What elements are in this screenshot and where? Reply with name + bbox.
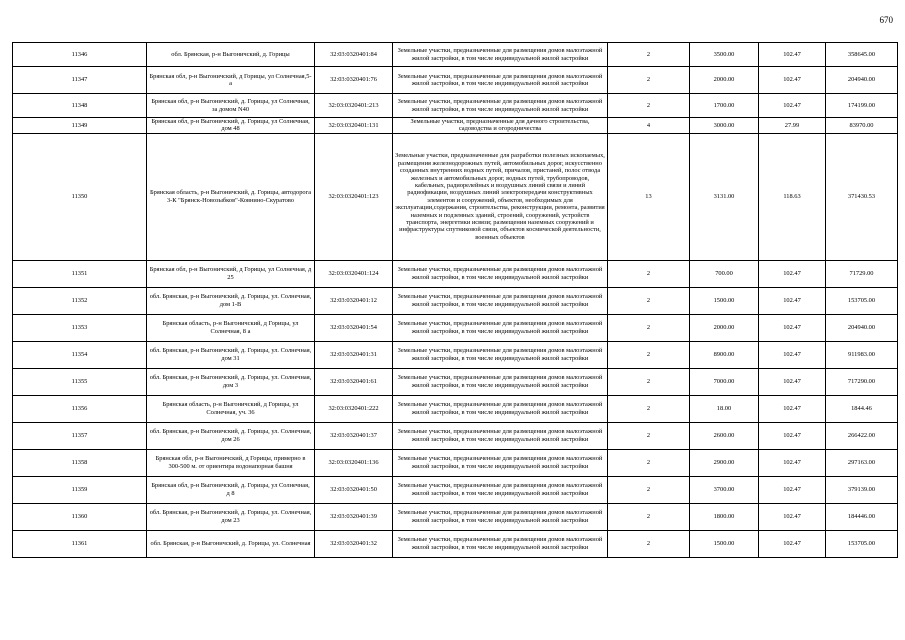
page-number: 670	[879, 15, 893, 25]
use-group-cell: 2	[608, 43, 690, 67]
specific-value-cell: 102.47	[759, 476, 826, 503]
cadastral-number-cell: 32:03:0320401:76	[315, 67, 393, 94]
address-cell: Брянская обл, р-н Выгоничский, д. Горицы, ул Солнечная, дом 48	[147, 118, 315, 134]
use-group-cell: 2	[608, 260, 690, 287]
address-cell: обл. Брянская, р-н Выгоничский, д. Горицы, ул. Солнечная	[147, 530, 315, 557]
use-group-cell: 2	[608, 368, 690, 395]
cadastral-value-cell: 204940.00	[826, 314, 898, 341]
table-row	[13, 287, 898, 314]
table-row	[13, 43, 898, 67]
specific-value-cell: 102.47	[759, 314, 826, 341]
row-number-cell: 11356	[13, 395, 147, 422]
cadastral-number-cell: 32:03:0320401:124	[315, 260, 393, 287]
table-row	[13, 422, 898, 449]
area-cell: 3000.00	[690, 118, 759, 134]
cadastral-value-cell: 379139.00	[826, 476, 898, 503]
cadastral-number-cell: 32:03:0320401:54	[315, 314, 393, 341]
land-use-cell: Земельные участки, предназначенные для размещения домов малоэтажной жилой застройки, в том числе индивидуальной жилой застройки	[393, 503, 608, 530]
table-row	[13, 118, 898, 134]
use-group-cell: 2	[608, 341, 690, 368]
cadastral-value-cell: 184446.00	[826, 503, 898, 530]
table-row	[13, 314, 898, 341]
specific-value-cell: 102.47	[759, 530, 826, 557]
cadastral-number-cell: 32:03:0320401:39	[315, 503, 393, 530]
use-group-cell: 2	[608, 314, 690, 341]
land-use-cell: Земельные участки, предназначенные для размещения домов малоэтажной жилой застройки, в том числе индивидуальной жилой застройки	[393, 287, 608, 314]
land-use-cell: Земельные участки, предназначенные для размещения домов малоэтажной жилой застройки, в том числе индивидуальной жилой застройки	[393, 314, 608, 341]
cadastral-value-table	[12, 42, 898, 558]
area-cell: 3700.00	[690, 476, 759, 503]
specific-value-cell: 102.47	[759, 260, 826, 287]
land-use-cell: Земельные участки, предназначенные для размещения домов малоэтажной жилой застройки, в том числе индивидуальной жилой застройки	[393, 530, 608, 557]
use-group-cell: 2	[608, 67, 690, 94]
cadastral-value-cell: 71729.00	[826, 260, 898, 287]
cadastral-number-cell: 32:03:0320401:222	[315, 395, 393, 422]
area-cell: 7000.00	[690, 368, 759, 395]
address-cell: Брянская область, р-н Выгоничский, д. Горицы, автодорога 3-К "Брянск-Новозыбков"-Ковнино-Скуратово	[147, 133, 315, 260]
use-group-cell: 2	[608, 422, 690, 449]
land-use-cell: Земельные участки, предназначенные для размещения домов малоэтажной жилой застройки, в том числе индивидуальной жилой застройки	[393, 67, 608, 94]
area-cell: 8900.00	[690, 341, 759, 368]
land-use-cell: Земельные участки, предназначенные для размещения домов малоэтажной жилой застройки, в том числе индивидуальной жилой застройки	[393, 43, 608, 67]
cadastral-value-cell: 371430.53	[826, 133, 898, 260]
land-use-cell: Земельные участки, предназначенные для размещения домов малоэтажной жилой застройки, в том числе индивидуальной жилой застройки	[393, 341, 608, 368]
use-group-cell: 4	[608, 118, 690, 134]
area-cell: 1800.00	[690, 503, 759, 530]
use-group-cell: 2	[608, 503, 690, 530]
address-cell: обл. Брянская, р-н Выгоничский, д. Горицы	[147, 43, 315, 67]
land-use-cell: Земельные участки, предназначенные для размещения домов малоэтажной жилой застройки, в том числе индивидуальной жилой застройки	[393, 260, 608, 287]
address-cell: обл. Брянская, р-н Выгоничский, д. Горицы, ул. Солнечная, дом 3	[147, 368, 315, 395]
address-cell: Брянская обл, р-н Выгоничский, д Горицы, ул Солнечная, д 25	[147, 260, 315, 287]
area-cell: 1500.00	[690, 530, 759, 557]
area-cell: 2600.00	[690, 422, 759, 449]
area-cell: 2000.00	[690, 314, 759, 341]
row-number-cell: 11353	[13, 314, 147, 341]
row-number-cell: 11346	[13, 43, 147, 67]
table-row	[13, 67, 898, 94]
specific-value-cell: 102.47	[759, 395, 826, 422]
cadastral-value-cell: 204940.00	[826, 67, 898, 94]
specific-value-cell: 102.47	[759, 449, 826, 476]
specific-value-cell: 102.47	[759, 67, 826, 94]
cadastral-value-cell: 297163.00	[826, 449, 898, 476]
address-cell: Брянская область, р-н Выгоничский, д Горицы, ул Солнечная, уч. 36	[147, 395, 315, 422]
cadastral-value-cell: 266422.00	[826, 422, 898, 449]
land-use-cell: Земельные участки, предназначенные для размещения домов малоэтажной жилой застройки, в том числе индивидуальной жилой застройки	[393, 422, 608, 449]
specific-value-cell: 102.47	[759, 368, 826, 395]
cadastral-value-cell: 911983.00	[826, 341, 898, 368]
cadastral-value-cell: 153705.00	[826, 530, 898, 557]
cadastral-number-cell: 32:03:0320401:61	[315, 368, 393, 395]
specific-value-cell: 102.47	[759, 341, 826, 368]
row-number-cell: 11348	[13, 94, 147, 118]
area-cell: 700.00	[690, 260, 759, 287]
area-cell: 2000.00	[690, 67, 759, 94]
address-cell: Брянская обл, р-н Выгоничский, д Горицы, примерно в 300-500 м. от ориентира водонапорная башня	[147, 449, 315, 476]
table-row	[13, 368, 898, 395]
specific-value-cell: 102.47	[759, 94, 826, 118]
cadastral-value-cell: 153705.00	[826, 287, 898, 314]
table-row	[13, 94, 898, 118]
cadastral-number-cell: 32:03:0320401:50	[315, 476, 393, 503]
use-group-cell: 2	[608, 94, 690, 118]
cadastral-value-cell: 358645.00	[826, 43, 898, 67]
table-row	[13, 260, 898, 287]
cadastral-number-cell: 32:03:0320401:136	[315, 449, 393, 476]
address-cell: Брянская обл, р-н Выгоничский, д. Горицы, ул Солнечная, д 8	[147, 476, 315, 503]
table-row	[13, 503, 898, 530]
table-row	[13, 476, 898, 503]
land-use-cell: Земельные участки, предназначенные для размещения домов малоэтажной жилой застройки, в том числе индивидуальной жилой застройки	[393, 395, 608, 422]
row-number-cell: 11357	[13, 422, 147, 449]
specific-value-cell: 102.47	[759, 43, 826, 67]
use-group-cell: 2	[608, 476, 690, 503]
row-number-cell: 11361	[13, 530, 147, 557]
area-cell: 1700.00	[690, 94, 759, 118]
land-use-cell: Земельные участки, предназначенные для размещения домов малоэтажной жилой застройки, в том числе индивидуальной жилой застройки	[393, 476, 608, 503]
cadastral-number-cell: 32:03:0320401:37	[315, 422, 393, 449]
row-number-cell: 11359	[13, 476, 147, 503]
row-number-cell: 11355	[13, 368, 147, 395]
table-row	[13, 449, 898, 476]
area-cell: 2900.00	[690, 449, 759, 476]
cadastral-number-cell: 32:03:0320401:31	[315, 341, 393, 368]
cadastral-number-cell: 32:03:0320401:84	[315, 43, 393, 67]
land-use-cell: Земельные участки, предназначенные для размещения домов малоэтажной жилой застройки, в том числе индивидуальной жилой застройки	[393, 449, 608, 476]
address-cell: обл. Брянская, р-н Выгоничский, д. Горицы, ул. Солнечная, дом 26	[147, 422, 315, 449]
row-number-cell: 11347	[13, 67, 147, 94]
address-cell: обл. Брянская, р-н Выгоничский, д. Горицы, ул. Солнечная, дом 31	[147, 341, 315, 368]
specific-value-cell: 102.47	[759, 287, 826, 314]
table-row	[13, 395, 898, 422]
row-number-cell: 11349	[13, 118, 147, 134]
table-body	[13, 43, 898, 558]
area-cell: 18.00	[690, 395, 759, 422]
cadastral-number-cell: 32:03:0320401:12	[315, 287, 393, 314]
area-cell: 3131.00	[690, 133, 759, 260]
cadastral-number-cell: 32:03:0320401:123	[315, 133, 393, 260]
land-use-cell: Земельные участки, предназначенные для дачного строительства, садоводства и огородничества	[393, 118, 608, 134]
table-row	[13, 341, 898, 368]
cadastral-number-cell: 32:03:0320401:213	[315, 94, 393, 118]
row-number-cell: 11351	[13, 260, 147, 287]
row-number-cell: 11352	[13, 287, 147, 314]
specific-value-cell: 27.99	[759, 118, 826, 134]
row-number-cell: 11358	[13, 449, 147, 476]
cadastral-value-cell: 174199.00	[826, 94, 898, 118]
use-group-cell: 13	[608, 133, 690, 260]
use-group-cell: 2	[608, 449, 690, 476]
area-cell: 3500.00	[690, 43, 759, 67]
land-use-cell: Земельные участки, предназначенные для размещения домов малоэтажной жилой застройки, в том числе индивидуальной жилой застройки	[393, 368, 608, 395]
specific-value-cell: 118.63	[759, 133, 826, 260]
row-number-cell: 11350	[13, 133, 147, 260]
row-number-cell: 11360	[13, 503, 147, 530]
address-cell: обл. Брянская, р-н Выгоничский, д. Горицы, ул. Солнечная, дом 23	[147, 503, 315, 530]
land-use-cell: Земельные участки, предназначенные для разработки полезных ископаемых, размещения железнодорожных путей, автомобильных дорог, искусственно созданных внутренних водных путей, причалов, пристаней, полос отвода железных и автомобильных дорог, водных путей, трубопроводов, кабельных, радиорелейных и воздушных линий связи и линий радиофикации, воздушных линий электропередачи конструктивных элементов и сооружений, объектов, необходимых для эксплуатации,содержания, строительства, реконструкции, ремонта, развития наземных и подземных зданий, строений, сооружений, устройств транспорта, энергетики исвязи; размещения наземных сооружений и инфраструктуры спутниковой связи, объектов космической деятельности, военных объектов	[393, 133, 608, 260]
use-group-cell: 2	[608, 287, 690, 314]
address-cell: Брянская область, р-н Выгоничский, д Горицы, ул Солнечная, 8 а	[147, 314, 315, 341]
cadastral-value-cell: 1844.46	[826, 395, 898, 422]
use-group-cell: 2	[608, 530, 690, 557]
cadastral-number-cell: 32:03:0320401:131	[315, 118, 393, 134]
cadastral-value-cell: 83970.00	[826, 118, 898, 134]
table-row	[13, 133, 898, 260]
table-row	[13, 530, 898, 557]
specific-value-cell: 102.47	[759, 503, 826, 530]
land-use-cell: Земельные участки, предназначенные для размещения домов малоэтажной жилой застройки, в том числе индивидуальной жилой застройки	[393, 94, 608, 118]
use-group-cell: 2	[608, 395, 690, 422]
row-number-cell: 11354	[13, 341, 147, 368]
cadastral-number-cell: 32:03:0320401:32	[315, 530, 393, 557]
address-cell: обл. Брянская, р-н Выгоничский, д. Горицы, ул. Солнечная, дом 1-В	[147, 287, 315, 314]
cadastral-value-cell: 717290.00	[826, 368, 898, 395]
address-cell: Брянская обл, р-н Выгоничский, д Горицы, ул Солнечная,5-а	[147, 67, 315, 94]
specific-value-cell: 102.47	[759, 422, 826, 449]
area-cell: 1500.00	[690, 287, 759, 314]
address-cell: Брянская обл, р-н Выгоничский, д. Горицы, ул Солнечная, за домом N40	[147, 94, 315, 118]
